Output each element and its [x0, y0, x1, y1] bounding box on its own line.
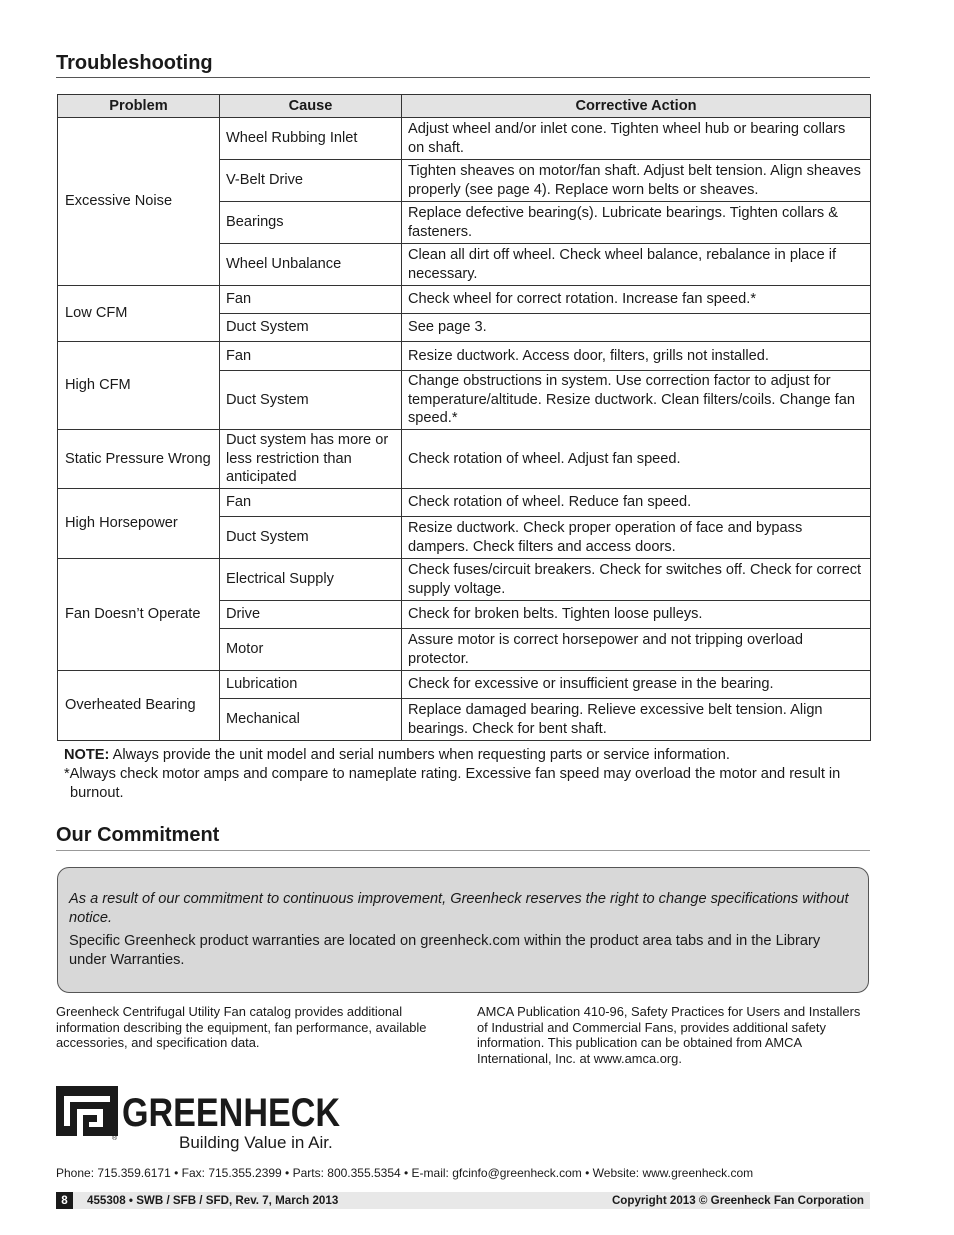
table-notes: [64, 746, 864, 803]
cause-cell: Fan: [220, 342, 402, 371]
cause-cell: Wheel Unbalance: [220, 244, 402, 286]
table-row: [58, 559, 871, 601]
commitment-rule: [56, 850, 870, 851]
action-cell: Check for broken belts. Tighten loose pulleys.: [402, 601, 871, 629]
action-cell: Clean all dirt off wheel. Check wheel balance, rebalance in place if necessary.: [402, 244, 871, 286]
commitment-title: Our Commitment: [56, 824, 220, 846]
amca-info-text: AMCA Publication 410-96, Safety Practices for Users and Installers of Industrial and Commercial Fans, provides additional safety information. This publication can be obtained from AMCA International, Inc. at www.amca.org.: [477, 1004, 861, 1066]
registered-mark: ®: [112, 1135, 118, 1142]
commitment-box: [57, 867, 869, 993]
cause-cell: Lubrication: [220, 671, 402, 699]
action-cell: Check for excessive or insufficient grease in the bearing.: [402, 671, 871, 699]
greenheck-logo: [56, 1080, 346, 1156]
problem-cell: Static Pressure Wrong: [58, 430, 220, 489]
greenheck-emblem-icon: [56, 1086, 118, 1136]
table-row: [58, 342, 871, 371]
table-row: [58, 489, 871, 517]
logo-brand: GREENHECK: [122, 1091, 341, 1135]
action-cell: Check wheel for correct rotation. Increase fan speed.*: [402, 286, 871, 314]
cause-cell: Motor: [220, 629, 402, 671]
header-problem: Problem: [58, 95, 220, 118]
action-cell: Check fuses/circuit breakers. Check for switches off. Check for correct supply voltage.: [402, 559, 871, 601]
commitment-italic-text: As a result of our commitment to continuous improvement, Greenheck reserves the right to change specifications without notice.: [69, 891, 849, 926]
troubleshooting-table: [57, 94, 871, 741]
problem-cell: High Horsepower: [58, 489, 220, 559]
note-line: [64, 746, 864, 765]
problem-cell: Excessive Noise: [58, 118, 220, 286]
cause-cell: Duct System: [220, 517, 402, 559]
action-cell: Adjust wheel and/or inlet cone. Tighten wheel hub or bearing collars on shaft.: [402, 118, 871, 160]
header-cause: Cause: [220, 95, 402, 118]
action-cell: Assure motor is correct horsepower and not tripping overload protector.: [402, 629, 871, 671]
logo-tagline: Building Value in Air.: [179, 1133, 333, 1152]
cause-cell: Drive: [220, 601, 402, 629]
header-corrective-action: Corrective Action: [402, 95, 871, 118]
contact-line: Phone: 715.359.6171 • Fax: 715.355.2399 • Parts: 800.355.5354 • E-mail: gfcinfo@greenheck.com • Website: www.greenheck.com: [56, 1166, 754, 1180]
document-id: 455308 • SWB / SFB / SFD, Rev. 7, March 2013: [87, 1194, 339, 1207]
problem-cell: Overheated Bearing: [58, 671, 220, 741]
problem-cell: Low CFM: [58, 286, 220, 342]
footer-bar: [56, 1192, 870, 1209]
note-text: Always provide the unit model and serial numbers when requesting parts or service information.: [109, 747, 730, 763]
footnote: *Always check motor amps and compare to nameplate rating. Excessive fan speed may overload the motor and result in burnout.: [64, 766, 841, 801]
problem-cell: High CFM: [58, 342, 220, 430]
cause-cell: Bearings: [220, 202, 402, 244]
action-cell: Check rotation of wheel. Reduce fan speed.: [402, 489, 871, 517]
table-row: [58, 286, 871, 314]
cause-cell: Fan: [220, 286, 402, 314]
page-number: 8: [56, 1192, 73, 1209]
table-header-row: [58, 95, 871, 118]
cause-cell: Mechanical: [220, 699, 402, 741]
table-row: [58, 118, 871, 160]
problem-cell: Fan Doesn’t Operate: [58, 559, 220, 671]
troubleshooting-title: Troubleshooting: [56, 52, 213, 74]
action-cell: Replace damaged bearing. Relieve excessive belt tension. Align bearings. Check for bent shaft.: [402, 699, 871, 741]
copyright: Copyright 2013 © Greenheck Fan Corporation: [611, 1194, 864, 1207]
action-cell: Change obstructions in system. Use correction factor to adjust for temperature/altitude. Resize ductwork. Clean filters/coils. Change fan speed.*: [402, 371, 871, 430]
cause-cell: Duct System: [220, 314, 402, 342]
catalog-info-text: Greenheck Centrifugal Utility Fan catalog provides additional information describing the equipment, fan performance, available accessories, and specification data.: [56, 1004, 427, 1051]
action-cell: Replace defective bearing(s). Lubricate bearings. Tighten collars & fasteners.: [402, 202, 871, 244]
note-label: NOTE:: [64, 747, 110, 763]
cause-cell: Duct System: [220, 371, 402, 430]
action-cell: Check rotation of wheel. Adjust fan speed.: [402, 430, 871, 489]
title-rule: [56, 77, 870, 78]
warranty-text: Specific Greenheck product warranties are located on greenheck.com within the product area tabs and in the Library under Warranties.: [69, 933, 821, 968]
cause-cell: V-Belt Drive: [220, 160, 402, 202]
action-cell: Tighten sheaves on motor/fan shaft. Adjust belt tension. Align sheaves properly (see page 4). Replace worn belts or sheaves.: [402, 160, 871, 202]
cause-cell: Fan: [220, 489, 402, 517]
action-cell: Resize ductwork. Check proper operation of face and bypass dampers. Check filters and access doors.: [402, 517, 871, 559]
action-cell: See page 3.: [402, 314, 871, 342]
table-row: [58, 430, 871, 489]
action-cell: Resize ductwork. Access door, filters, grills not installed.: [402, 342, 871, 371]
cause-cell: Wheel Rubbing Inlet: [220, 118, 402, 160]
cause-cell: Duct system has more or less restriction than anticipated: [220, 430, 402, 489]
table-row: [58, 671, 871, 699]
cause-cell: Electrical Supply: [220, 559, 402, 601]
